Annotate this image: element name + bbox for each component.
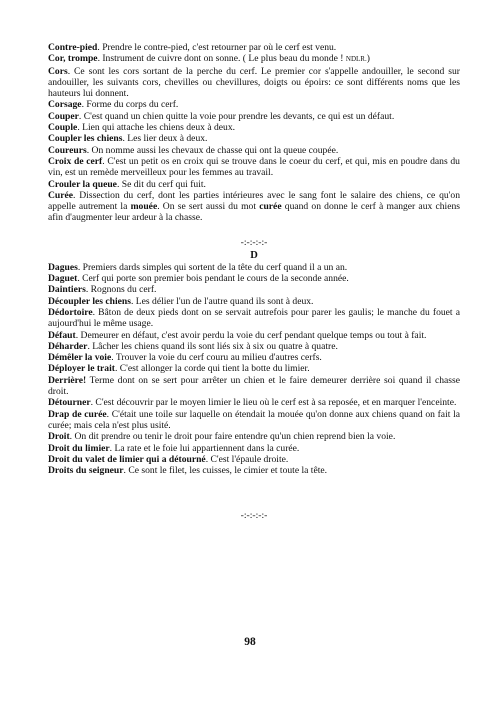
- entry-crouler-la-queue: [48, 179, 460, 190]
- entry-deployer-le-trait: [48, 363, 460, 374]
- entry-definition: . Trouver la voie du cerf couru au milieu d'autres cerfs.: [111, 352, 322, 364]
- entry-definition: . C'est l'épaule droite.: [205, 453, 289, 465]
- entry-term: Cors: [48, 65, 68, 77]
- entry-definition: . C'est allonger la corde qui tient la botte du limier.: [114, 363, 310, 375]
- entry-term: Derrière!: [48, 374, 87, 386]
- entry-term: Daguet: [48, 273, 78, 285]
- entry-term: Couple: [48, 122, 78, 134]
- entry-term: Contre-pied: [48, 42, 98, 53]
- entry-term: Droit du limier: [48, 442, 110, 454]
- entry-term: Découpler les chiens: [48, 295, 131, 307]
- entry-term-inline: mouée: [130, 201, 158, 213]
- entry-term: Curée: [48, 189, 74, 201]
- entry-term: Défaut: [48, 329, 76, 341]
- section-separator-bottom: -:-:-:-:-: [240, 510, 268, 522]
- page-number: 98: [244, 636, 256, 648]
- entry-definition: . La rate et le foie lui appartiennent dans la curée.: [109, 442, 300, 454]
- entry-couper: [48, 111, 460, 122]
- entry-cors: [48, 66, 460, 100]
- entry-derriere: [48, 375, 460, 398]
- entry-droit-du-limier: [48, 443, 460, 454]
- entry-droit-du-valet: [48, 454, 460, 465]
- section-letter-heading: D: [250, 249, 258, 261]
- entry-definition: . Les lier deux à deux.: [122, 133, 208, 145]
- entry-croix-de-cerf: [48, 156, 460, 179]
- entry-definition: . Prendre le contre-pied, c'est retourner par où le cerf est venu.: [97, 42, 337, 53]
- entry-term: Daintiers: [48, 284, 86, 296]
- entry-term: Droits du seigneur: [48, 465, 124, 477]
- entry-definition: . Ce sont les cors sortant de la perche du cerf. Le premier cor s'appelle andouiller, le second sur andouiller, les suivants cors, chevilles ou chevillures, doigts ou époirs: ce sont différents noms que les hauteurs lui donnent.: [48, 65, 460, 100]
- entry-droits-du-seigneur: [48, 465, 460, 476]
- entry-definition: . On nomme aussi les chevaux de chasse qui ont la queue coupée.: [86, 144, 339, 156]
- entry-term: Cor, trompe: [48, 53, 98, 65]
- entry-term: Drap de curée: [48, 408, 107, 420]
- entry-couple: [48, 122, 460, 133]
- entry-demeler-la-voie: [48, 352, 460, 363]
- entry-term: Droit du valet de limier qui a détourné: [48, 453, 206, 465]
- entry-definition: . Forme du corps du cerf.: [81, 99, 179, 111]
- entry-term: Coureurs: [48, 144, 87, 156]
- entry-daguet: [48, 273, 460, 284]
- entry-deharder: [48, 341, 460, 352]
- entry-term: Dagues: [48, 261, 78, 273]
- entry-definition: . Demeurer en défaut, c'est avoir perdu la voie du cerf pendant quelque temps ou tout à fait.: [75, 329, 427, 341]
- entry-definition-tail: ): [366, 53, 370, 65]
- entry-coureurs: [48, 145, 460, 156]
- entry-definition: . Dissection du cerf, dont les parties intérieures avec le sang font le salaire des chiens, ce qu'on appelle autrement la: [48, 189, 460, 213]
- entry-corsage: [48, 99, 460, 110]
- entry-dagues: [48, 262, 460, 273]
- entry-term: Couper: [48, 110, 79, 122]
- entry-drap-de-curee: [48, 409, 460, 432]
- entry-definition: . Premiers dards simples qui sortent de la tête du cerf quand il a un an.: [77, 261, 348, 273]
- entry-definition: . Rognons du cerf.: [85, 284, 157, 296]
- entry-definition: . Ce sont le filet, les cuisses, le cimier et toute la tête.: [123, 465, 328, 477]
- entry-definition: . C'est découvrir par le moyen limier le lieu où le cerf est à sa reposée, et en marquer l'enceinte.: [90, 397, 457, 409]
- entry-definition: . Lâcher les chiens quand ils sont liés six à six ou quatre à quatre.: [87, 340, 338, 352]
- entry-cor-trompe: [48, 53, 460, 65]
- entry-term: Dédortoire: [48, 306, 93, 318]
- entry-droit: [48, 431, 460, 442]
- editor-note: NDLR.: [345, 55, 367, 64]
- entry-defaut: [48, 330, 460, 341]
- entry-term: Corsage: [48, 99, 82, 111]
- entry-definition: . Cerf qui porte son premier bois pendant le cours de la seconde année.: [77, 273, 349, 285]
- entry-term: Coupler les chiens: [48, 133, 123, 145]
- entry-definition: . On se sert aussi du mot: [157, 201, 260, 213]
- entry-definition: . C'est quand un chien quitte la voie pour prendre les devants, ce qui est un défaut.: [78, 110, 395, 122]
- entry-term-inline: curée: [259, 201, 282, 213]
- entry-definition: Terme dont on se sert pour arrêter un chien et le faire demeurer derrière soi quand il chasse droit.: [48, 374, 460, 398]
- entry-definition: . Lien qui attache les chiens deux à deux.: [77, 122, 236, 134]
- entry-decoupler-les-chiens: [48, 296, 460, 307]
- entry-term: Démêler la voie: [48, 352, 112, 364]
- entry-definition: . C'était une toile sur laquelle on étendait la mouée qu'on donne aux chiens quand on fait la curée; mais cela n'est plus usité.: [48, 408, 460, 431]
- entry-term: Détourner: [48, 397, 91, 409]
- entry-detourner: [48, 397, 460, 408]
- entry-term: Croix de cerf: [48, 155, 103, 167]
- section-d: [48, 262, 460, 477]
- section-c: [48, 42, 460, 224]
- entry-contre-pied: [48, 42, 460, 53]
- entry-term: Déployer le trait: [48, 363, 115, 375]
- section-separator: -:-:-:-:-: [240, 236, 268, 248]
- entry-definition: . Bâton de deux pieds dont on se servait autrefois pour parer les gaulis; le manche du fouet a aujourd'hui le même usage.: [48, 306, 460, 330]
- entry-definition: . Se dit du cerf qui fuit.: [116, 178, 206, 190]
- entry-term: Droit: [48, 431, 70, 443]
- entry-definition: . Les délier l'un de l'autre quand ils sont à deux.: [130, 295, 314, 307]
- entry-definition: . C'est un petit os en croix qui se trouve dans le coeur du cerf, et qui, mis en poudre dans du vin, est un remède merveilleux pour les femmes au travail.: [48, 155, 460, 179]
- entry-term: Crouler la queue: [48, 178, 117, 190]
- entry-coupler-les-chiens: [48, 133, 460, 144]
- entry-definition: . On dit prendre ou tenir le droit pour faire entendre qu'un chien reprend bien la voie.: [69, 431, 396, 443]
- entry-dedortoire: [48, 307, 460, 330]
- entry-curee: [48, 190, 460, 224]
- entry-term: Déharder: [48, 340, 88, 352]
- entry-daintiers: [48, 284, 460, 295]
- entry-definition: . Instrument de cuivre dont on sonne. ( Le plus beau du monde !: [97, 53, 346, 65]
- entry-definition: quand on donne le cerf à manger aux chiens afin d'augmenter leur ardeur à la chasse.: [48, 201, 460, 224]
